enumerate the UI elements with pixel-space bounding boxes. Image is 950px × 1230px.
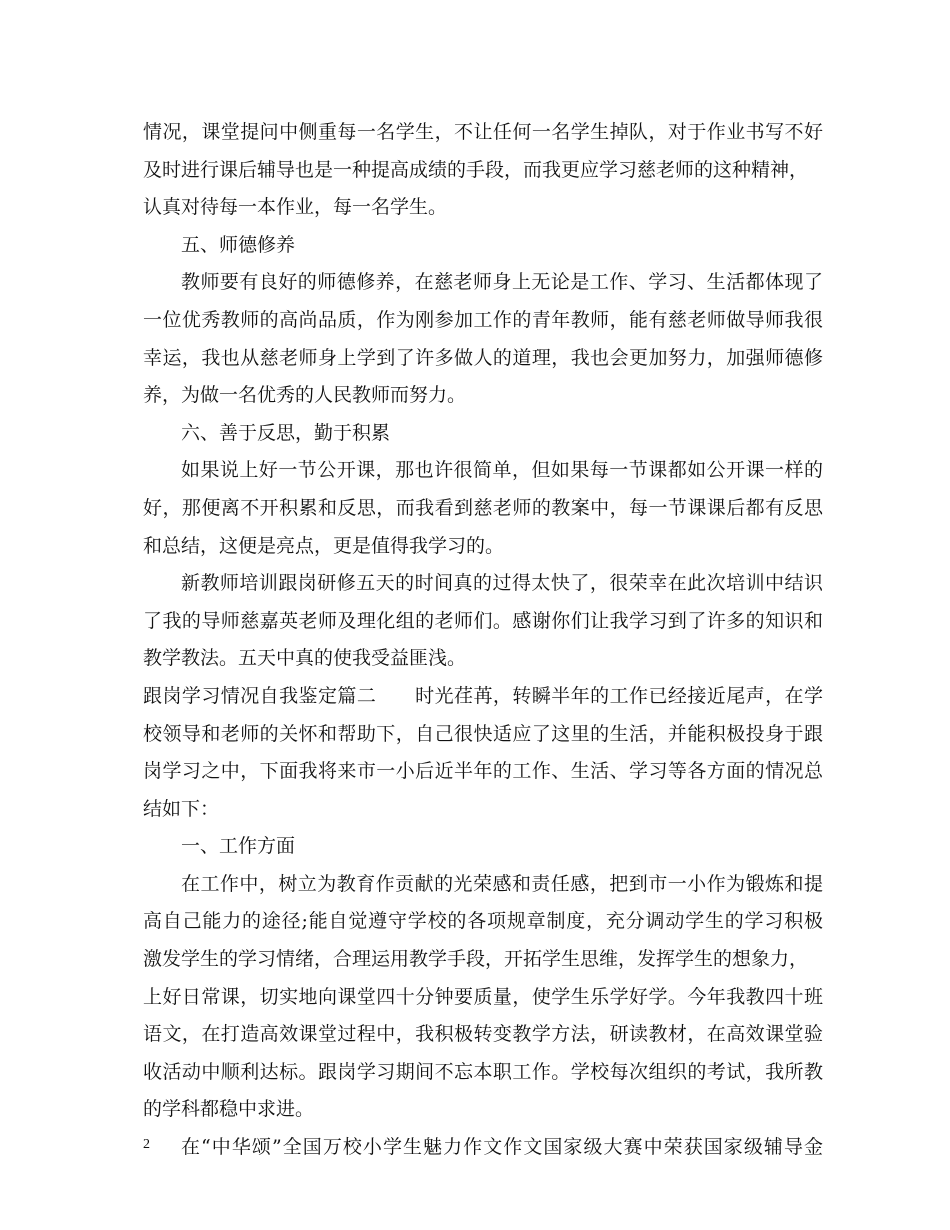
text-line: 认真对待每一本作业，每一名学生。 [143,196,448,219]
text-line: 校领导和老师的关怀和帮助下，自己很快适应了这里的生活，并能积极投身于跟 [143,722,823,745]
text-line: 和总结，这便是亮点，更是值得我学习的。 [143,534,505,557]
text-line: 如果说上好一节公开课，那也许很简单，但如果每一节课都如公开课一样的 [181,459,823,482]
text-line: 的学科都稳中求进。 [143,1098,315,1121]
text-line: 在工作中，树立为教育作贡献的光荣感和责任感，把到市一小作为锻炼和提 [181,872,823,895]
section-heading: 六、善于反思，勤于积累 [181,421,391,444]
text-line: 结如下： [143,797,220,820]
article-title-line: 跟岗学习情况自我鉴定篇二 时光荏苒，转瞬半年的工作已经接近尾声，在学 [143,684,823,707]
document-body [143,114,823,1167]
text-line: 养，为做一名优秀的人民教师而努力。 [143,384,467,407]
text-line: 激发学生的学习情绪，合理运用教学手段，开拓学生思维，发挥学生的想象力， [143,948,809,971]
text-line: 教师要有良好的师德修养，在慈老师身上无论是工作、学习、生活都体现了 [181,271,823,294]
text-line: 在“中华颂”全国万校小学生魅力作文作文国家级大赛中荣获国家级辅导金 [181,1136,823,1159]
section-heading: 五、师德修养 [181,233,296,256]
page-number: 2 [143,1137,150,1152]
text-line: 幸运，我也从慈老师身上学到了许多做人的道理，我也会更加努力，加强师德修 [143,346,823,369]
section-heading: 一、工作方面 [181,835,296,858]
text-line: 上好日常课，切实地向课堂四十分钟要质量，使学生乐学好学。今年我教四十班 [143,985,823,1008]
text-line: 及时进行课后辅导也是一种提高成绩的手段，而我更应学习慈老师的这种精神， [143,158,809,181]
text-line: 教学教法。五天中真的使我受益匪浅。 [143,647,467,670]
text-line: 收活动中顺利达标。跟岗学习期间不忘本职工作。学校每次组织的考试，我所教 [143,1060,823,1083]
text-line: 岗学习之中，下面我将来市一小后近半年的工作、生活、学习等各方面的情况总 [143,760,823,783]
text-line: 高自己能力的途径;能自觉遵守学校的各项规章制度，充分调动学生的学习积极 [143,910,823,933]
text-line: 了我的导师慈嘉英老师及理化组的老师们。感谢你们让我学习到了许多的知识和 [143,609,823,632]
text-line: 语文，在打造高效课堂过程中，我积极转变教学方法，研读教材，在高效课堂验 [143,1023,823,1046]
text-line: 新教师培训跟岗研修五天的时间真的过得太快了，很荣幸在此次培训中结识 [181,572,823,595]
text-line: 情况，课堂提问中侧重每一名学生，不让任何一名学生掉队，对于作业书写不好 [143,121,823,143]
text-line: 一位优秀教师的高尚品质，作为刚参加工作的青年教师，能有慈老师做导师我很 [143,308,823,331]
text-line: 好，那便离不开积累和反思，而我看到慈老师的教案中，每一节课课后都有反思 [143,496,823,519]
